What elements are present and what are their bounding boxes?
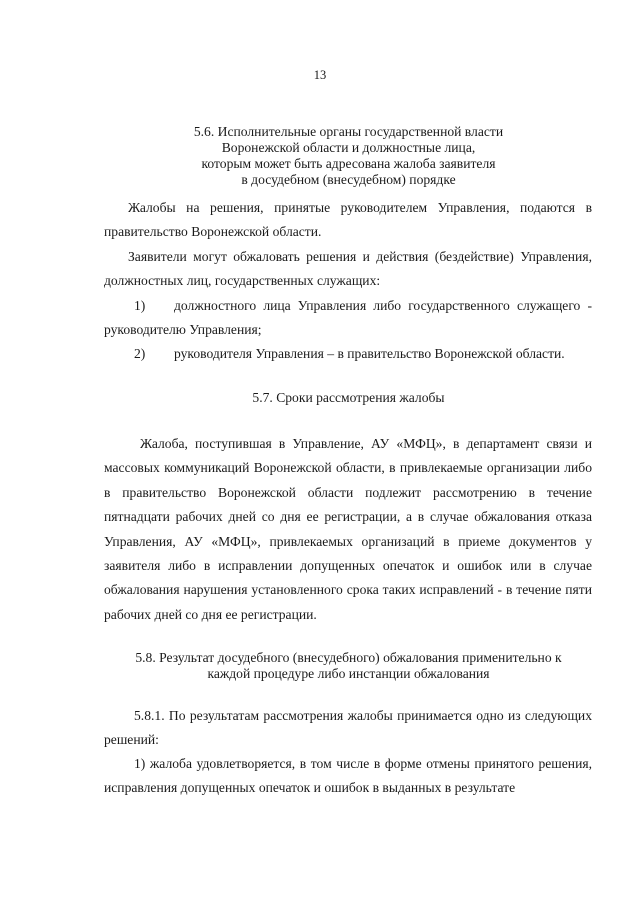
heading-line: 5.7. Сроки рассмотрения жалобы <box>252 390 445 405</box>
section-5-8-heading <box>100 650 597 682</box>
heading-line: в досудебном (внесудебном) порядке <box>241 172 456 187</box>
section-5-6-heading <box>100 124 597 188</box>
list-item-number: 2) <box>134 346 146 361</box>
list-item-text: руководителя Управления – в правительство Воронежской области. <box>174 346 565 361</box>
section-5-7-heading <box>100 390 597 406</box>
section-5-6-paragraph-2: Заявители могут обжаловать решения и действия (бездействие) Управления, должностных лиц, государственных служащих: <box>104 249 592 289</box>
list-item <box>104 294 592 343</box>
section-5-8-paragraph-2: 1) жалоба удовлетворяется, в том числе в форме отмены принятого решения, исправления допущенных опечаток и ошибок в выданных в результате <box>104 756 592 796</box>
list-item-text: должностного лица Управления либо государственного служащего - руководителю Управления; <box>104 298 592 338</box>
list-item <box>104 342 592 366</box>
section-5-8-paragraph-1: 5.8.1. По результатам рассмотрения жалобы принимается одно из следующих решений: <box>104 708 592 748</box>
section-5-7-paragraph: Жалоба, поступившая в Управление, АУ «МФЦ», в департамент связи и массовых коммуникаций Воронежской области, в привлекаемые организации либо в правительство Воронежской области подлежит рассмотрению в течение пятнадцати рабочих дней со дня ее регистрации, а в случае обжалования отказа Управления, АУ «МФЦ», привлекаемых организаций в приеме документов у заявителя либо в исправлении допущенных опечаток и ошибок или в случае обжалования нарушения установленного срока таких исправлений - в течение пяти рабочих дней со дня ее регистрации. <box>104 436 592 622</box>
heading-line: 5.8. Результат досудебного (внесудебного) обжалования применительно к <box>135 650 562 665</box>
page-number: 13 <box>313 68 327 82</box>
heading-line: которым может быть адресована жалоба заявителя <box>201 156 496 171</box>
heading-line: 5.6. Исполнительные органы государственной власти <box>193 124 504 139</box>
list-item-number: 1) <box>134 298 146 313</box>
heading-line: каждой процедуре либо инстанции обжалования <box>207 666 490 681</box>
heading-line: Воронежской области и должностные лица, <box>221 140 476 155</box>
section-5-6-paragraph-1: Жалобы на решения, принятые руководителем Управления, подаются в правительство Воронежской области. <box>104 200 592 240</box>
